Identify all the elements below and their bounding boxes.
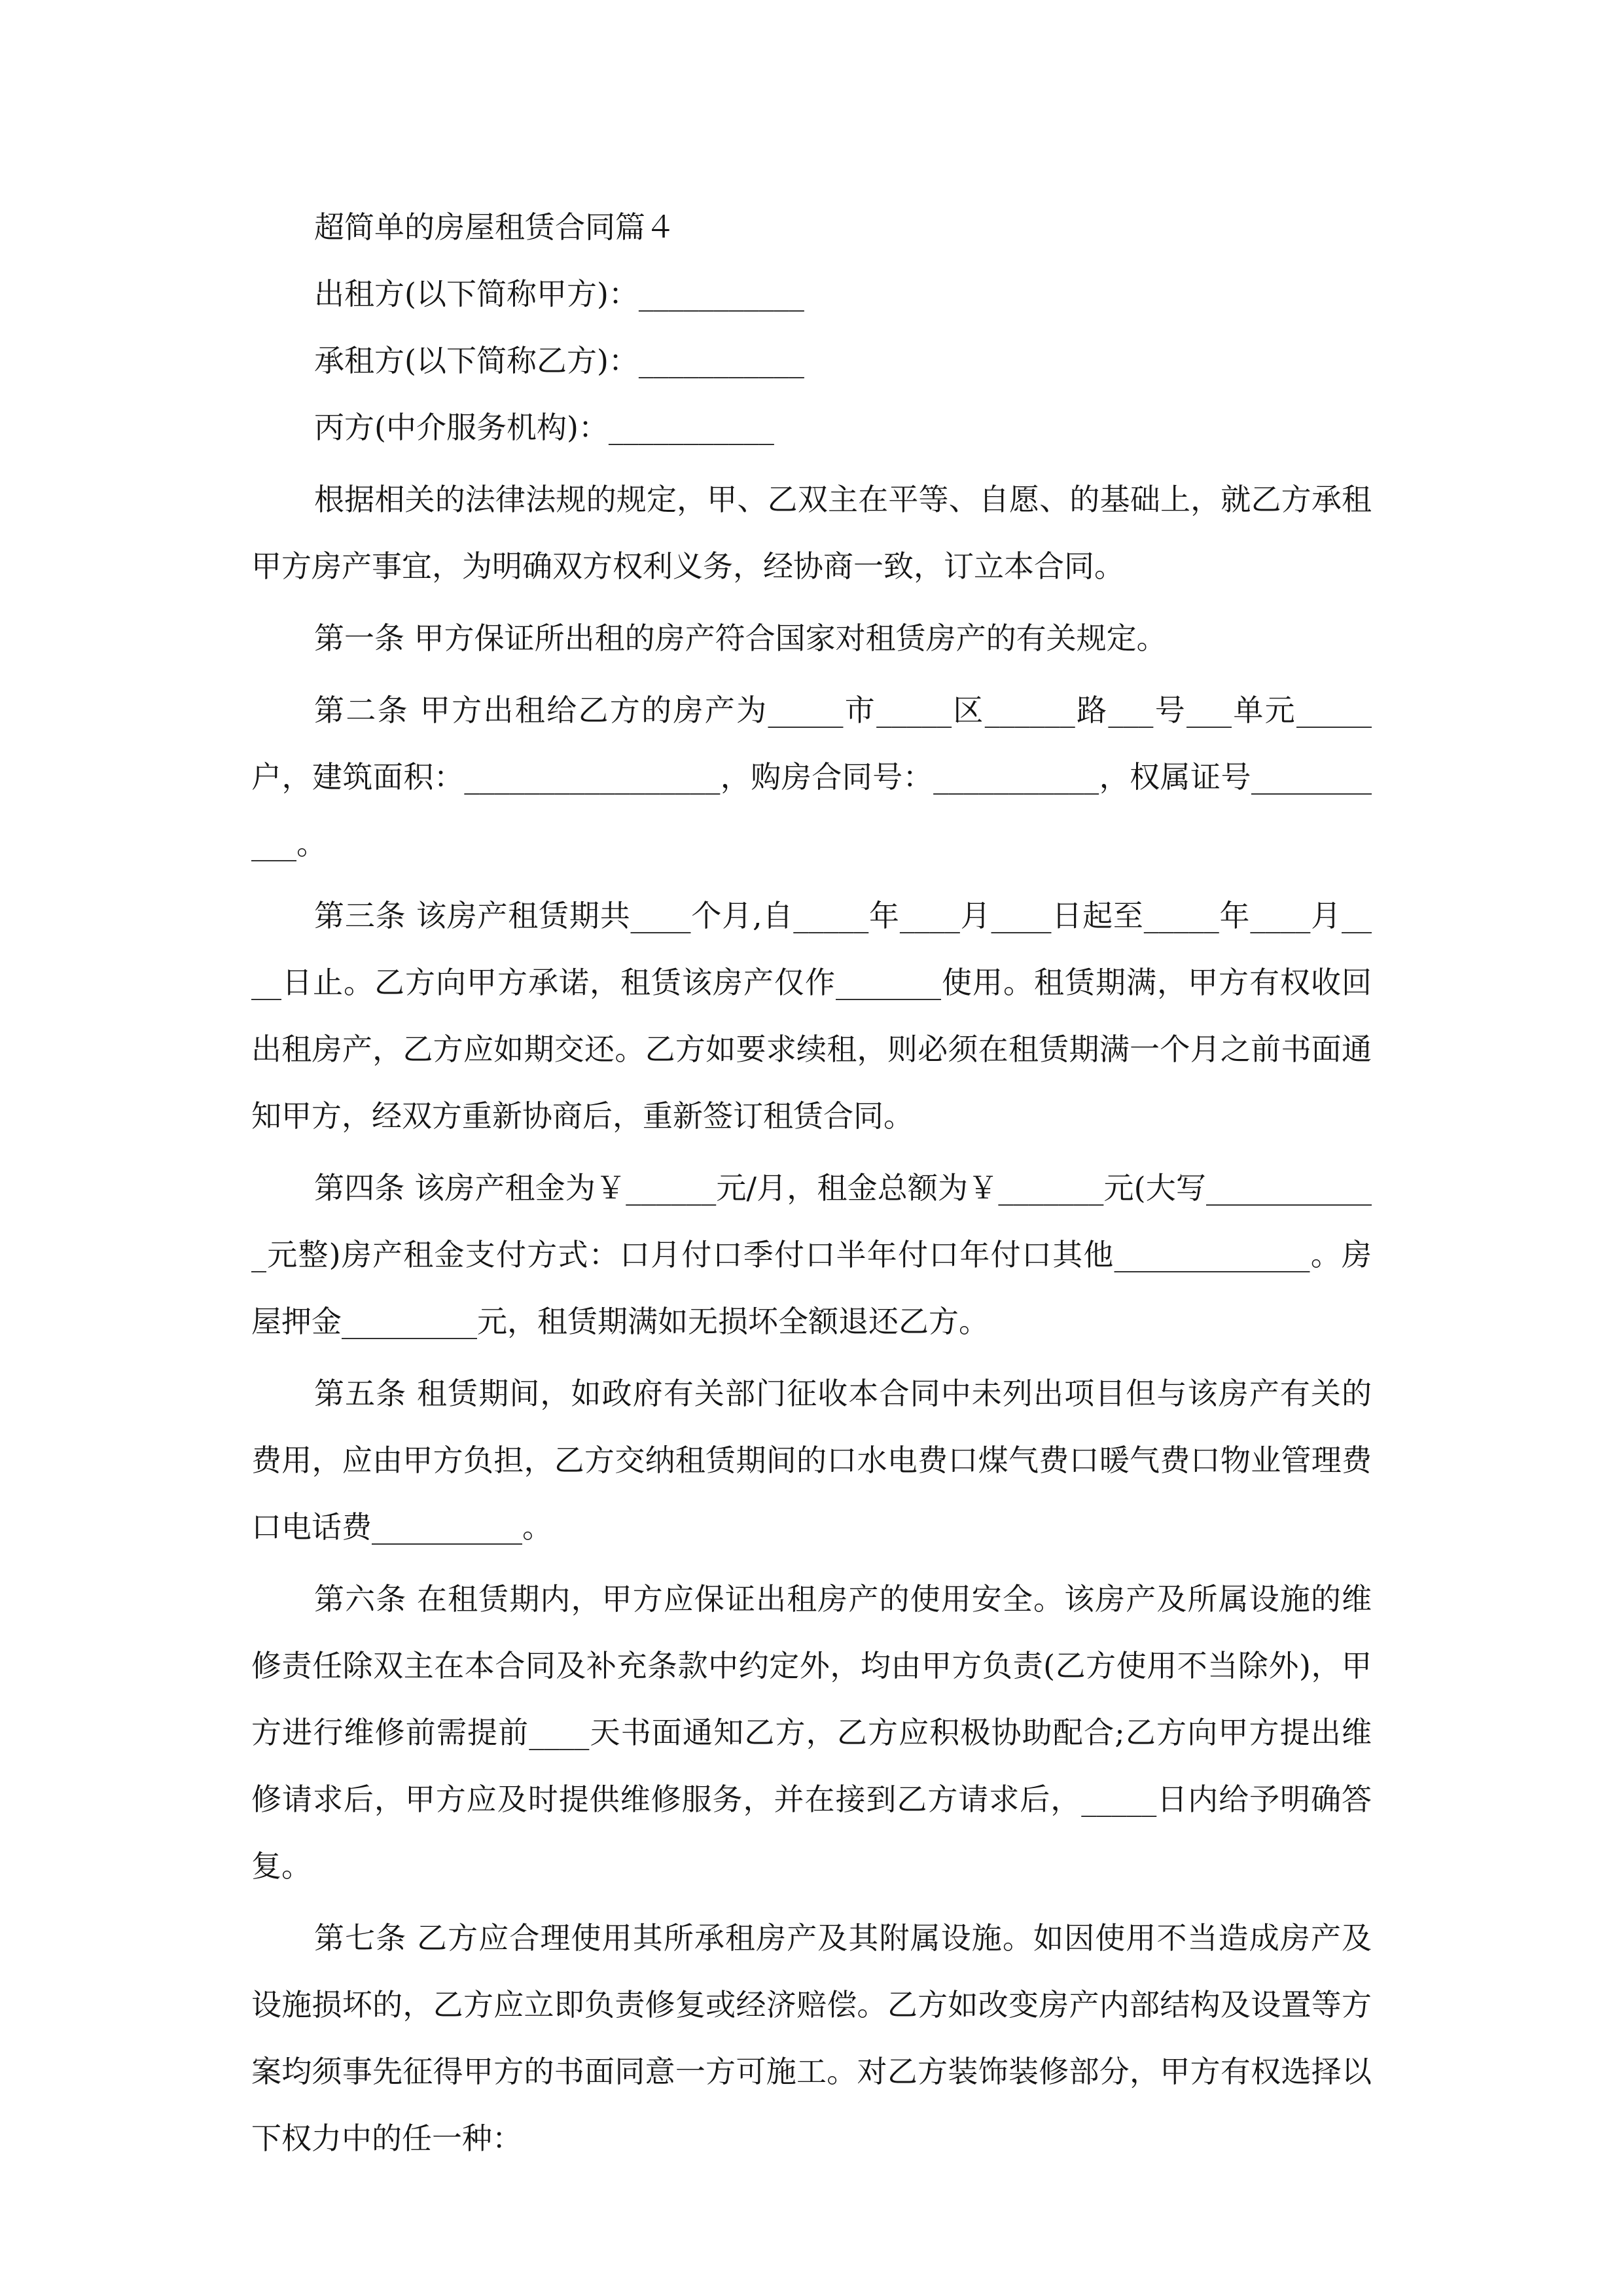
- party-c-line: 丙方(中介服务机构)：___________: [314, 410, 774, 445]
- article-6: 第六条 在租赁期内，甲方应保证出租房产的使用安全。该房产及所属设施的维修责任除双主在本合同及补充条款中约定外，均由甲方负责(乙方使用不当除外)，甲方进行维修前需提前____天书面通知乙方，乙方应积极协助配合;乙方向甲方提出维修请求后，甲方应及时提供维修服务，并在接到乙方请求后，_____日内给予明确答复。: [251, 1581, 1372, 1884]
- party-a-line: 出租方(以下简称甲方)：___________: [314, 276, 804, 312]
- document-body: [251, 194, 1372, 2172]
- article-5: 第五条 租赁期间，如政府有关部门征收本合同中未列出项目但与该房产有关的费用，应由甲方负担，乙方交纳租赁期间的口水电费口煤气费口暖气费口物业管理费口电话费__________。: [251, 1376, 1372, 1545]
- preamble-paragraph: 根据相关的法律法规的规定，甲、乙双主在平等、自愿、的基础上，就乙方承租甲方房产事宜，为明确双方权利义务，经协商一致，订立本合同。: [251, 482, 1372, 584]
- article-1: 第一条 甲方保证所出租的房产符合国家对租赁房产的有关规定。: [314, 620, 1167, 656]
- party-b-line: 承租方(以下简称乙方)：___________: [314, 343, 804, 378]
- article-2: 第二条 甲方出租给乙方的房产为_____市_____区______路___号___单元_____户，建筑面积：_________________，购房合同号：___________，权属证号___________。: [251, 692, 1372, 861]
- article-3: 第三条 该房产租赁期共____个月,自_____年____月____日起至_____年____月____日止。乙方向甲方承诺，租赁该房产仅作_______使用。租赁期满，甲方有权收回出租房产，乙方应如期交还。乙方如要求续租，则必须在租赁期满一个月之前书面通知甲方，经双方重新协商后，重新签订租赁合同。: [251, 898, 1372, 1134]
- article-7: 第七条 乙方应合理使用其所承租房产及其附属设施。如因使用不当造成房产及设施损坏的，乙方应立即负责修复或经济赔偿。乙方如改变房产内部结构及设置等方案均须事先征得甲方的书面同意一方可施工。对乙方装饰装修部分，甲方有权选择以下权力中的任一种：: [251, 1920, 1372, 2156]
- article-4: 第四条 该房产租金为￥______元/月，租金总额为￥_______元(大写____________元整)房产租金支付方式：口月付口季付口半年付口年付口其他_____________。房屋押金_________元，租赁期满如无损坏全额退还乙方。: [251, 1170, 1372, 1339]
- document-title: 超简单的房屋租赁合同篇４: [314, 209, 675, 245]
